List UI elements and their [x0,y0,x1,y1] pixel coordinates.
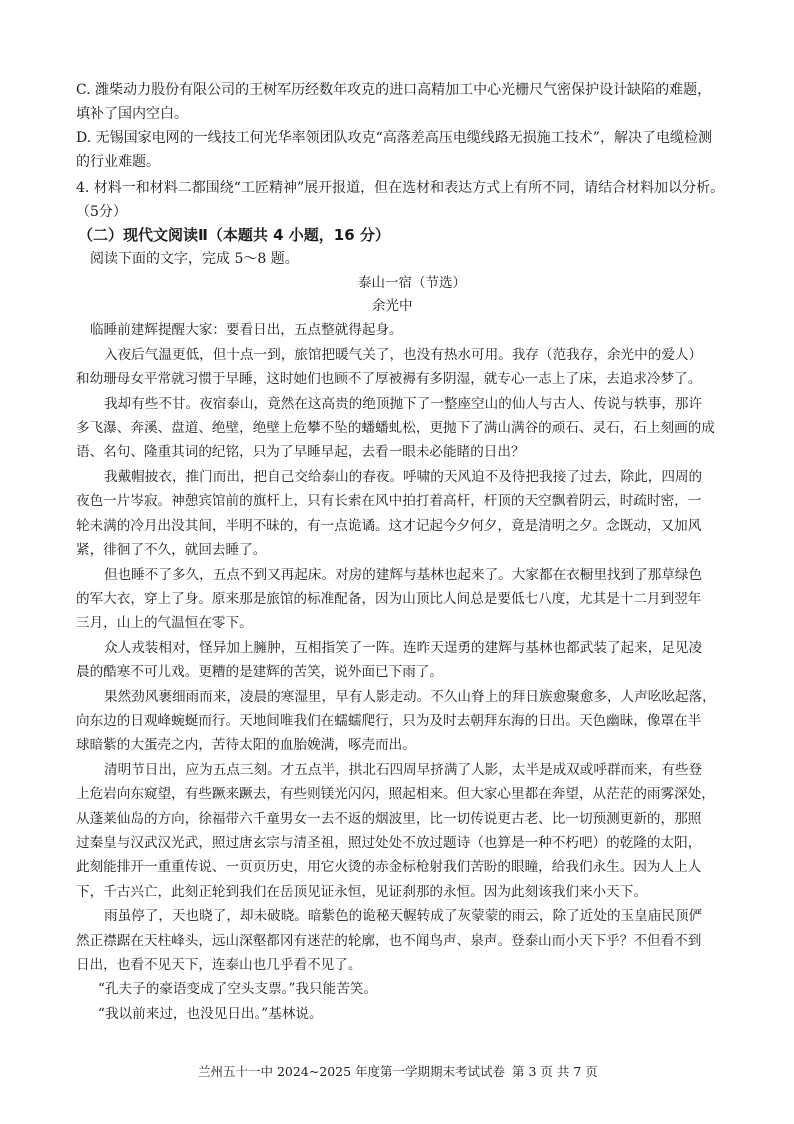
article-line: 三月，山上的气温恒在零下。 [76,615,253,631]
question-4-line2: （5分） [76,204,127,220]
question-4-line1: 4. 材料一和材料二都围绕“工匠精神”展开报道，但在选材和表达方式上有所不同，请结合材料加以分析。 [76,180,725,196]
article-line: 清明节日出，应为五点三刻。才五点半，拱北石四周早挤满了人影，太半是成双或呼群而来，有些登 [104,762,703,778]
article-line: 语、名句、隆重其词的纪铭，只为了早睡早起，去看一眼未必能睹的日出？ [76,444,525,460]
article-line: 过秦皇与汉武汉光武，照过唐玄宗与清圣祖，照过处处不放过题诗（也算是一种不朽吧）的乾隆的太阳， [76,835,702,851]
article-line: 此刻能排开一重重传说、一页页历史，用它火烫的赤金标枪射我们苦盼的眼瞳，给我们永生。因为人上人 [76,859,702,875]
article-line: 的军大衣，穿上了身。原来那是旅馆的标准配备，因为山顶比人间总是要低七八度，尤其是十二月到翌年 [76,591,702,607]
article-line: 从蓬莱仙岛的方向，徐福带六千童男女一去不返的烟波里，比一切传说更古老、比一切预测更新的，那照 [76,811,702,827]
article-line: 紧，徘徊了不久，就回去睡了。 [76,542,267,558]
article-line: 我却有些不甘。夜宿泰山，竟然在这高贵的绝顶抛下了一整座空山的仙人与古人、传说与轶事，那许 [104,396,703,412]
article-line: 轮未满的冷月出没其间，半明不昧的，有一点诡谲。这才记起今夕何夕，竟是清明之夕。念既动，又加风 [76,518,702,534]
article-line: 然正襟踞在天柱峰头，远山深壑都冈有迷茫的轮廓，也不闻鸟声、泉声。登泰山而小天下乎？不但看不到 [76,933,702,949]
article-line: 众人戎装相对，怪异加上臃肿，互相指笑了一阵。连昨天逞勇的建辉与基林也都武装了起来，足见凌 [104,640,703,656]
article-title: 泰山一宿（节选） [358,275,466,291]
article-line: “孔夫子的豪语变成了空头支票。”我只能苦笑。 [98,981,377,997]
section-heading: （二）现代文阅读Ⅱ（本题共 4 小题，16 分） [78,226,390,244]
footer-exam-title: 兰州五十一中 2024~2025 年度第一学期期末考试试卷 [198,1064,506,1079]
article-line: 临睡前建辉提醒大家：要看日出，五点整就得起身。 [90,322,403,338]
section-instruction: 阅读下面的文字，完成 5～8 题。 [90,251,299,267]
article-line: 下，千古兴亡，此刻正轮到我们在岳顶见证永恒，见证刹那的永恒。因为此刻该我们来小天下。 [76,884,647,900]
article-line: “我以前来过，也没见日出。”基林说。 [98,1006,323,1022]
article-line: 夜色一片岑寂。神憩宾馆前的旗杆上，只有长索在风中拍打着高杆，杆顶的天空飘着阴云，时疏时密，一 [76,493,702,509]
article-line: 入夜后气温更低，但十点一到，旅馆把暖气关了，也没有热水可用。我存（范我存，余光中的爱人） [104,347,703,363]
option-c-line1: C. 潍柴动力股份有限公司的王树军历经数年攻克的进口高精加工中心光栅尺气密保护设计缺陷的难题， [76,82,712,98]
article-line: 多飞瀑、奔溪、盘道、绝壁，绝壁上危攀不坠的蟠蟠虬松，更抛下了满山满谷的顽石、灵石，石上刻画的成 [76,420,715,436]
option-c-line2: 填补了国内空白。 [76,106,188,122]
article-line: 上危岩向东窥望，有些蹶来蹶去，有些则镁光闪闪，照起相来。但大家心里都在奔望，从茫茫的雨雾深处， [76,786,715,802]
article-line: 晨的酷寒不可儿戏。更糟的是建辉的苦笑，说外面已下雨了。 [76,664,444,680]
article-line: 但也睡不了多久，五点不到又再起床。对房的建辉与基林也起来了。大家都在衣橱里找到了那草绿色 [104,567,703,583]
article-line: 果然劲风裹细雨而来，凌晨的寒湿里，早有人影走动。不久山脊上的拜日族愈聚愈多，人声吆吆起落， [104,689,716,705]
article-line: 向东边的日观峰蜿蜒而行。天地间唯我们在蠕蠕爬行，只为及时去朝拜东海的日出。天色幽昧，像罩在半 [76,713,702,729]
footer-page-number: 第 3 页 共 7 页 [512,1064,598,1079]
option-d-line1: D. 无锡国家电网的一线技工何光华率领团队攻克“高落差高压电缆线路无损施工技术”，解决了电缆检测 [76,130,712,146]
article-line: 日出，也看不见天下，连泰山也几乎看不见了。 [76,957,362,973]
article-line: 我戴帽披衣，推门而出，把自己交给泰山的春夜。呼啸的天风迫不及待把我接了过去，除此，四周的 [104,469,703,485]
article-line: 和幼珊母女平常就习惯于早睡，这时她们也顾不了厚被褥有多阴湿，就专心一志上了床，去追求冷梦了。 [76,371,702,387]
option-d-line2: 的行业难题。 [76,154,160,170]
article-line: 雨虽停了，天也晓了，却未破晓。暗紫色的诡秘天幄转成了灰蒙蒙的雨云，除了近处的玉皇庙民顶俨 [104,908,703,924]
article-line: 球暗紫的大蛋壳之内，苦待太阳的血胎娩满，啄壳而出。 [76,737,416,753]
article-author: 余光中 [372,298,413,314]
